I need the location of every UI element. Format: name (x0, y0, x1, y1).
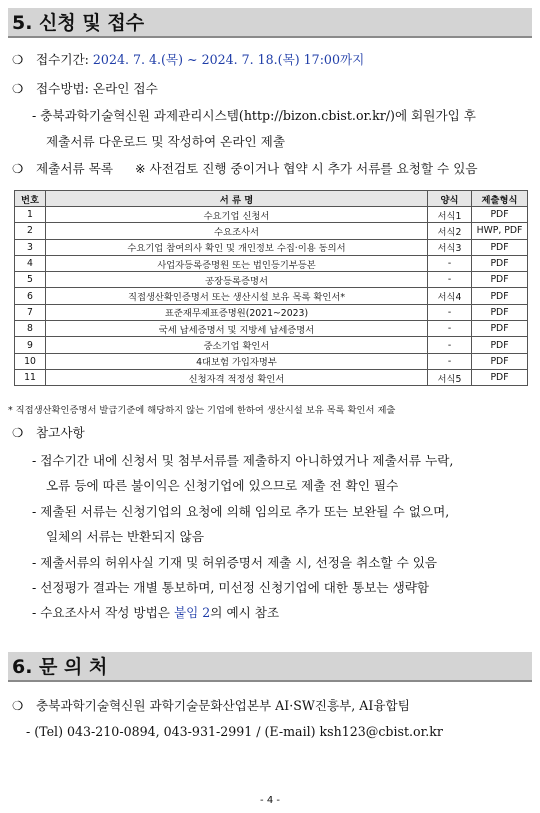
header-format: 제출형식 (472, 191, 528, 207)
bullet-icon: ❍ (12, 161, 24, 176)
period-line (12, 51, 364, 69)
cell-form: - (428, 304, 472, 320)
last-note-prefix: - 수요조사서 작성 방법은 (32, 605, 174, 620)
contact-org: 충북과학기술혁신원 과학기술문화산업본부 AI·SW진흥부, AI융합팀 (36, 698, 410, 713)
note-item: - 선정평가 결과는 개별 통보하며, 미선정 신청기업에 대한 통보는 생략함 (32, 580, 430, 595)
note-item: - 접수기간 내에 신청서 및 첨부서류를 제출하지 아니하였거나 제출서류 누락, (32, 453, 454, 468)
cell-format: PDF (472, 255, 528, 271)
cell-doc-name: 사업자등록증명원 또는 법인등기부등본 (46, 255, 428, 271)
table-row (15, 223, 528, 239)
bullet-icon: ❍ (12, 698, 24, 713)
cell-format: HWP, PDF (472, 223, 528, 239)
table-header-row (15, 191, 528, 207)
cell-form: 서식5 (428, 369, 472, 385)
cell-form: - (428, 255, 472, 271)
cell-form: 서식2 (428, 223, 472, 239)
cell-number: 5 (15, 272, 46, 288)
table-row (15, 239, 528, 255)
method-line (12, 80, 158, 98)
table-row (15, 288, 528, 304)
cell-format: PDF (472, 304, 528, 320)
cell-number: 11 (15, 369, 46, 385)
note-item: 일체의 서류는 반환되지 않음 (46, 529, 204, 544)
cell-number: 8 (15, 321, 46, 337)
cell-number: 3 (15, 239, 46, 255)
notes-label: 참고사항 (36, 425, 85, 440)
cell-doc-name: 중소기업 확인서 (46, 337, 428, 353)
docs-note: ※ 사전검토 진행 중이거나 협약 시 추가 서류를 요청할 수 있음 (135, 161, 478, 176)
section-5-title: 5. 신청 및 접수 (8, 8, 532, 38)
cell-number: 4 (15, 255, 46, 271)
section-6-title: 6. 문 의 처 (8, 652, 532, 682)
cell-format: PDF (472, 369, 528, 385)
header-form: 양식 (428, 191, 472, 207)
note-item-last (32, 604, 279, 622)
cell-number: 2 (15, 223, 46, 239)
cell-format: PDF (472, 288, 528, 304)
cell-doc-name: 수요기업 신청서 (46, 207, 428, 223)
bullet-icon: ❍ (12, 81, 24, 96)
cell-format: PDF (472, 207, 528, 223)
cell-form: 서식3 (428, 239, 472, 255)
cell-form: - (428, 337, 472, 353)
table-row (15, 337, 528, 353)
table-row (15, 353, 528, 369)
period-value: 2024. 7. 4.(목) ~ 2024. 7. 18.(목) 17:00까지 (92, 52, 365, 67)
docs-label: 제출서류 목록 (36, 161, 113, 176)
cell-format: PDF (472, 321, 528, 337)
cell-form: - (428, 272, 472, 288)
method-detail-2: 제출서류 다운로드 및 작성하여 온라인 제출 (46, 134, 285, 149)
cell-doc-name: 수요조사서 (46, 223, 428, 239)
cell-format: PDF (472, 353, 528, 369)
table-row (15, 304, 528, 320)
cell-number: 10 (15, 353, 46, 369)
cell-format: PDF (472, 337, 528, 353)
table-row (15, 255, 528, 271)
cell-form: - (428, 321, 472, 337)
cell-number: 9 (15, 337, 46, 353)
cell-format: PDF (472, 239, 528, 255)
cell-form: 서식1 (428, 207, 472, 223)
note-item: - 제출서류의 허위사실 기재 및 허위증명서 제출 시, 선정을 취소할 수 있음 (32, 555, 438, 570)
header-doc-name: 서 류 명 (46, 191, 428, 207)
contact-org-line (12, 697, 410, 715)
cell-number: 6 (15, 288, 46, 304)
cell-doc-name: 국세 납세증명서 및 지방세 납세증명서 (46, 321, 428, 337)
cell-doc-name: 직접생산확인증명서 또는 생산시설 보유 목록 확인서* (46, 288, 428, 304)
note-item: 오류 등에 따른 불이익은 신청기업에 있으므로 제출 전 확인 필수 (46, 478, 399, 493)
documents-table (14, 190, 528, 386)
bullet-icon: ❍ (12, 52, 24, 67)
note-item: - 제출된 서류는 신청기업의 요청에 의해 임의로 추가 또는 보완될 수 없으며, (32, 504, 450, 519)
table-row (15, 321, 528, 337)
cell-doc-name: 4대보험 가입자명부 (46, 353, 428, 369)
cell-form: - (428, 353, 472, 369)
bullet-icon: ❍ (12, 425, 24, 440)
table-footnote: * 직접생산확인증명서 발급기준에 해당하지 않는 기업에 한하여 생산시설 보유 목록 확인서 제출 (8, 405, 396, 416)
header-number: 번호 (15, 191, 46, 207)
period-label: 접수기간: (36, 52, 93, 67)
method-detail-1: - 충북과학기술혁신원 과제관리시스템(http://bizon.cbist.or.kr/)에 회원가입 후 (32, 108, 476, 123)
cell-doc-name: 신청자격 적정성 확인서 (46, 369, 428, 385)
docs-line (12, 160, 478, 178)
table-row (15, 272, 528, 288)
last-note-suffix: 의 예시 참조 (210, 605, 280, 620)
table-row (15, 207, 528, 223)
cell-doc-name: 공장등록증명서 (46, 272, 428, 288)
attachment-link[interactable]: 붙임 2 (173, 605, 211, 620)
table-row (15, 369, 528, 385)
cell-doc-name: 수요기업 참여의사 확인 및 개인정보 수집·이용 동의서 (46, 239, 428, 255)
cell-number: 1 (15, 207, 46, 223)
cell-number: 7 (15, 304, 46, 320)
contact-detail: - (Tel) 043-210-0894, 043-931-2991 / (E-mail) ksh123@cbist.or.kr (26, 724, 443, 739)
notes-line (12, 424, 85, 442)
cell-doc-name: 표준재무제표증명원(2021~2023) (46, 304, 428, 320)
cell-form: 서식4 (428, 288, 472, 304)
page-number: - 4 - (260, 795, 280, 806)
method-text: 접수방법: 온라인 접수 (36, 81, 158, 96)
cell-format: PDF (472, 272, 528, 288)
